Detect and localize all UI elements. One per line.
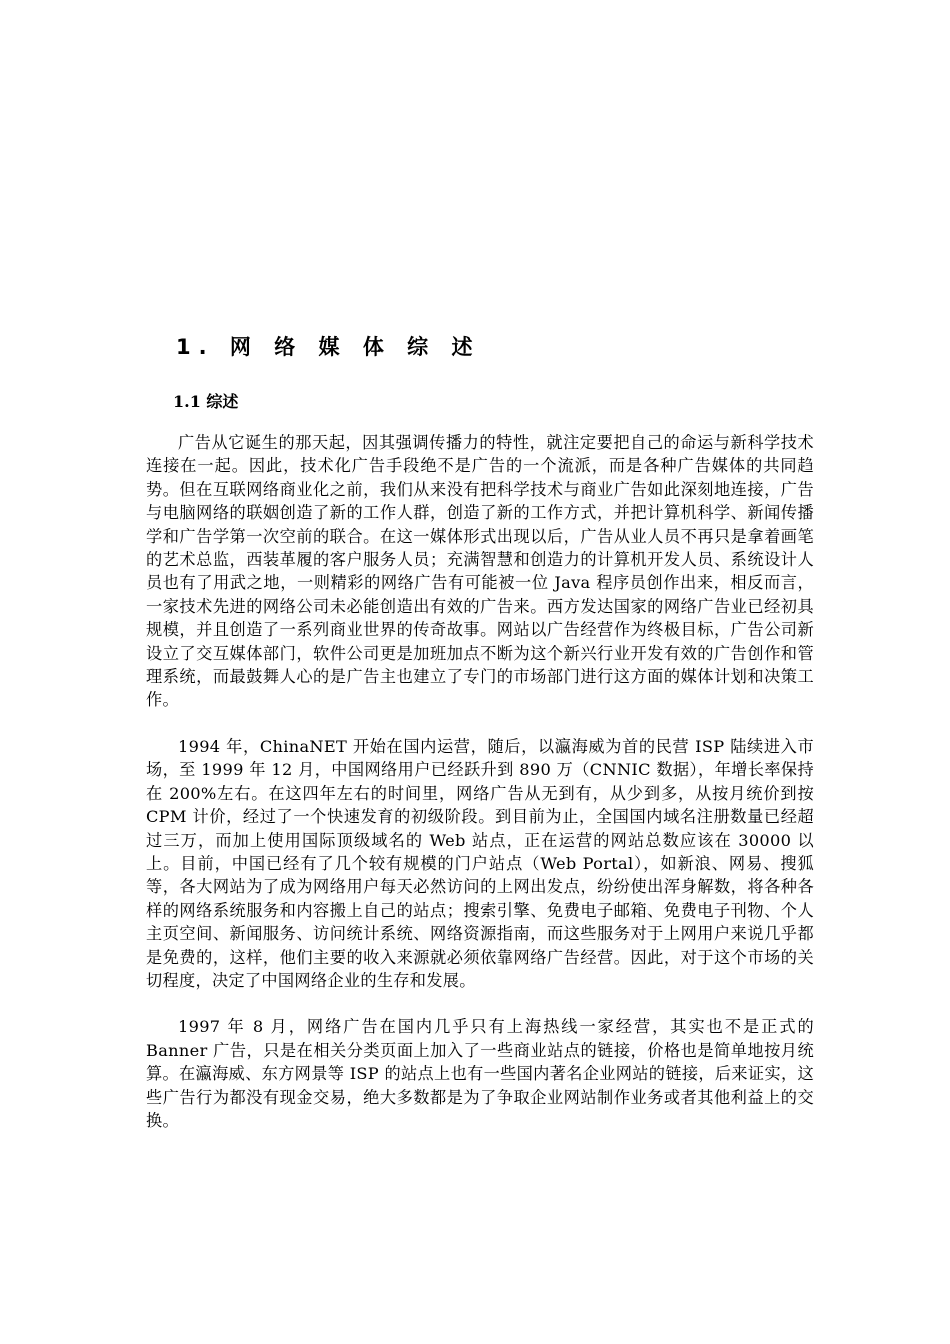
paragraph-2: 1994 年，ChinaNET 开始在国内运营，随后，以瀛海威为首的民营 ISP 陆续进入市场，至 1999 年 12 月，中国网络用户已经跃升到 890 万（CNNIC 数据），年增长率保持在 200%左右。在这四年左右的时间里，网络广告从无到有，从少到多，从按月统价到按 CPM 计价，经过了一个快速发育的初级阶段。到目前为止，全国国内域名注册数量已经超过三万，而加上使用国际顶级域名的 Web 站点，正在运营的网站总数应该在 30000 以上。目前，中国已经有了几个较有规模的门户站点（Web Portal），如新浪、网易、搜狐等，各大网站为了成为网络用户每天必然访问的上网出发点，纷纷使出浑身解数，将各种各样的网络系统服务和内容搬上自己的站点；搜索引擎、免费电子邮箱、免费电子刊物、个人主页空间、新闻服务、访问统计系统、网络资源指南，而这些服务对于上网用户来说几乎都是免费的，这样，他们主要的收入来源就必须依靠网络广告经营。因此，对于这个市场的关切程度，决定了中国网络企业的生存和发展。 bbox=[146, 736, 814, 990]
chapter-title: 1. 网 络 媒 体 综 述 bbox=[176, 335, 481, 359]
section-title: 1.1 综述 bbox=[173, 392, 239, 411]
document-body bbox=[146, 330, 814, 1132]
paragraph-3: 1997 年 8 月，网络广告在国内几乎只有上海热线一家经营，其实也不是正式的 Banner 广告，只是在相关分类页面上加入了一些商业站点的链接，价格也是简单地按月统算。在瀛海威、东方网景等 ISP 的站点上也有一些国内著名企业网站的链接，后来证实，这些广告行为都没有现金交易，绝大多数都是为了争取企业网站制作业务或者其他利益上的交换。 bbox=[146, 1017, 814, 1130]
paragraph-1: 广告从它诞生的那天起，因其强调传播力的特性，就注定要把自己的命运与新科学技术连接在一起。因此，技术化广告手段绝不是广告的一个流派，而是各种广告媒体的共同趋势。但在互联网络商业化之前，我们从来没有把科学技术与商业广告如此深刻地连接，广告与电脑网络的联姻创造了新的工作人群，创造了新的工作方式，并把计算机科学、新闻传播学和广告学第一次空前的联合。在这一媒体形式出现以后，广告从业人员不再只是拿着画笔的艺术总监，西装革履的客户服务人员；充满智慧和创造力的计算机开发人员、系统设计人员也有了用武之地，一则精彩的网络广告有可能被一位 Java 程序员创作出来，相反而言，一家技术先进的网络公司未必能创造出有效的广告来。西方发达国家的网络广告业已经初具规模，并且创造了一系列商业世界的传奇故事。网站以广告经营作为终极目标，广告公司新设立了交互媒体部门，软件公司更是加班加点不断为这个新兴行业开发有效的广告创作和管理系统，而最鼓舞人心的是广告主也建立了专门的市场部门进行这方面的媒体计划和决策工作。 bbox=[146, 433, 814, 710]
